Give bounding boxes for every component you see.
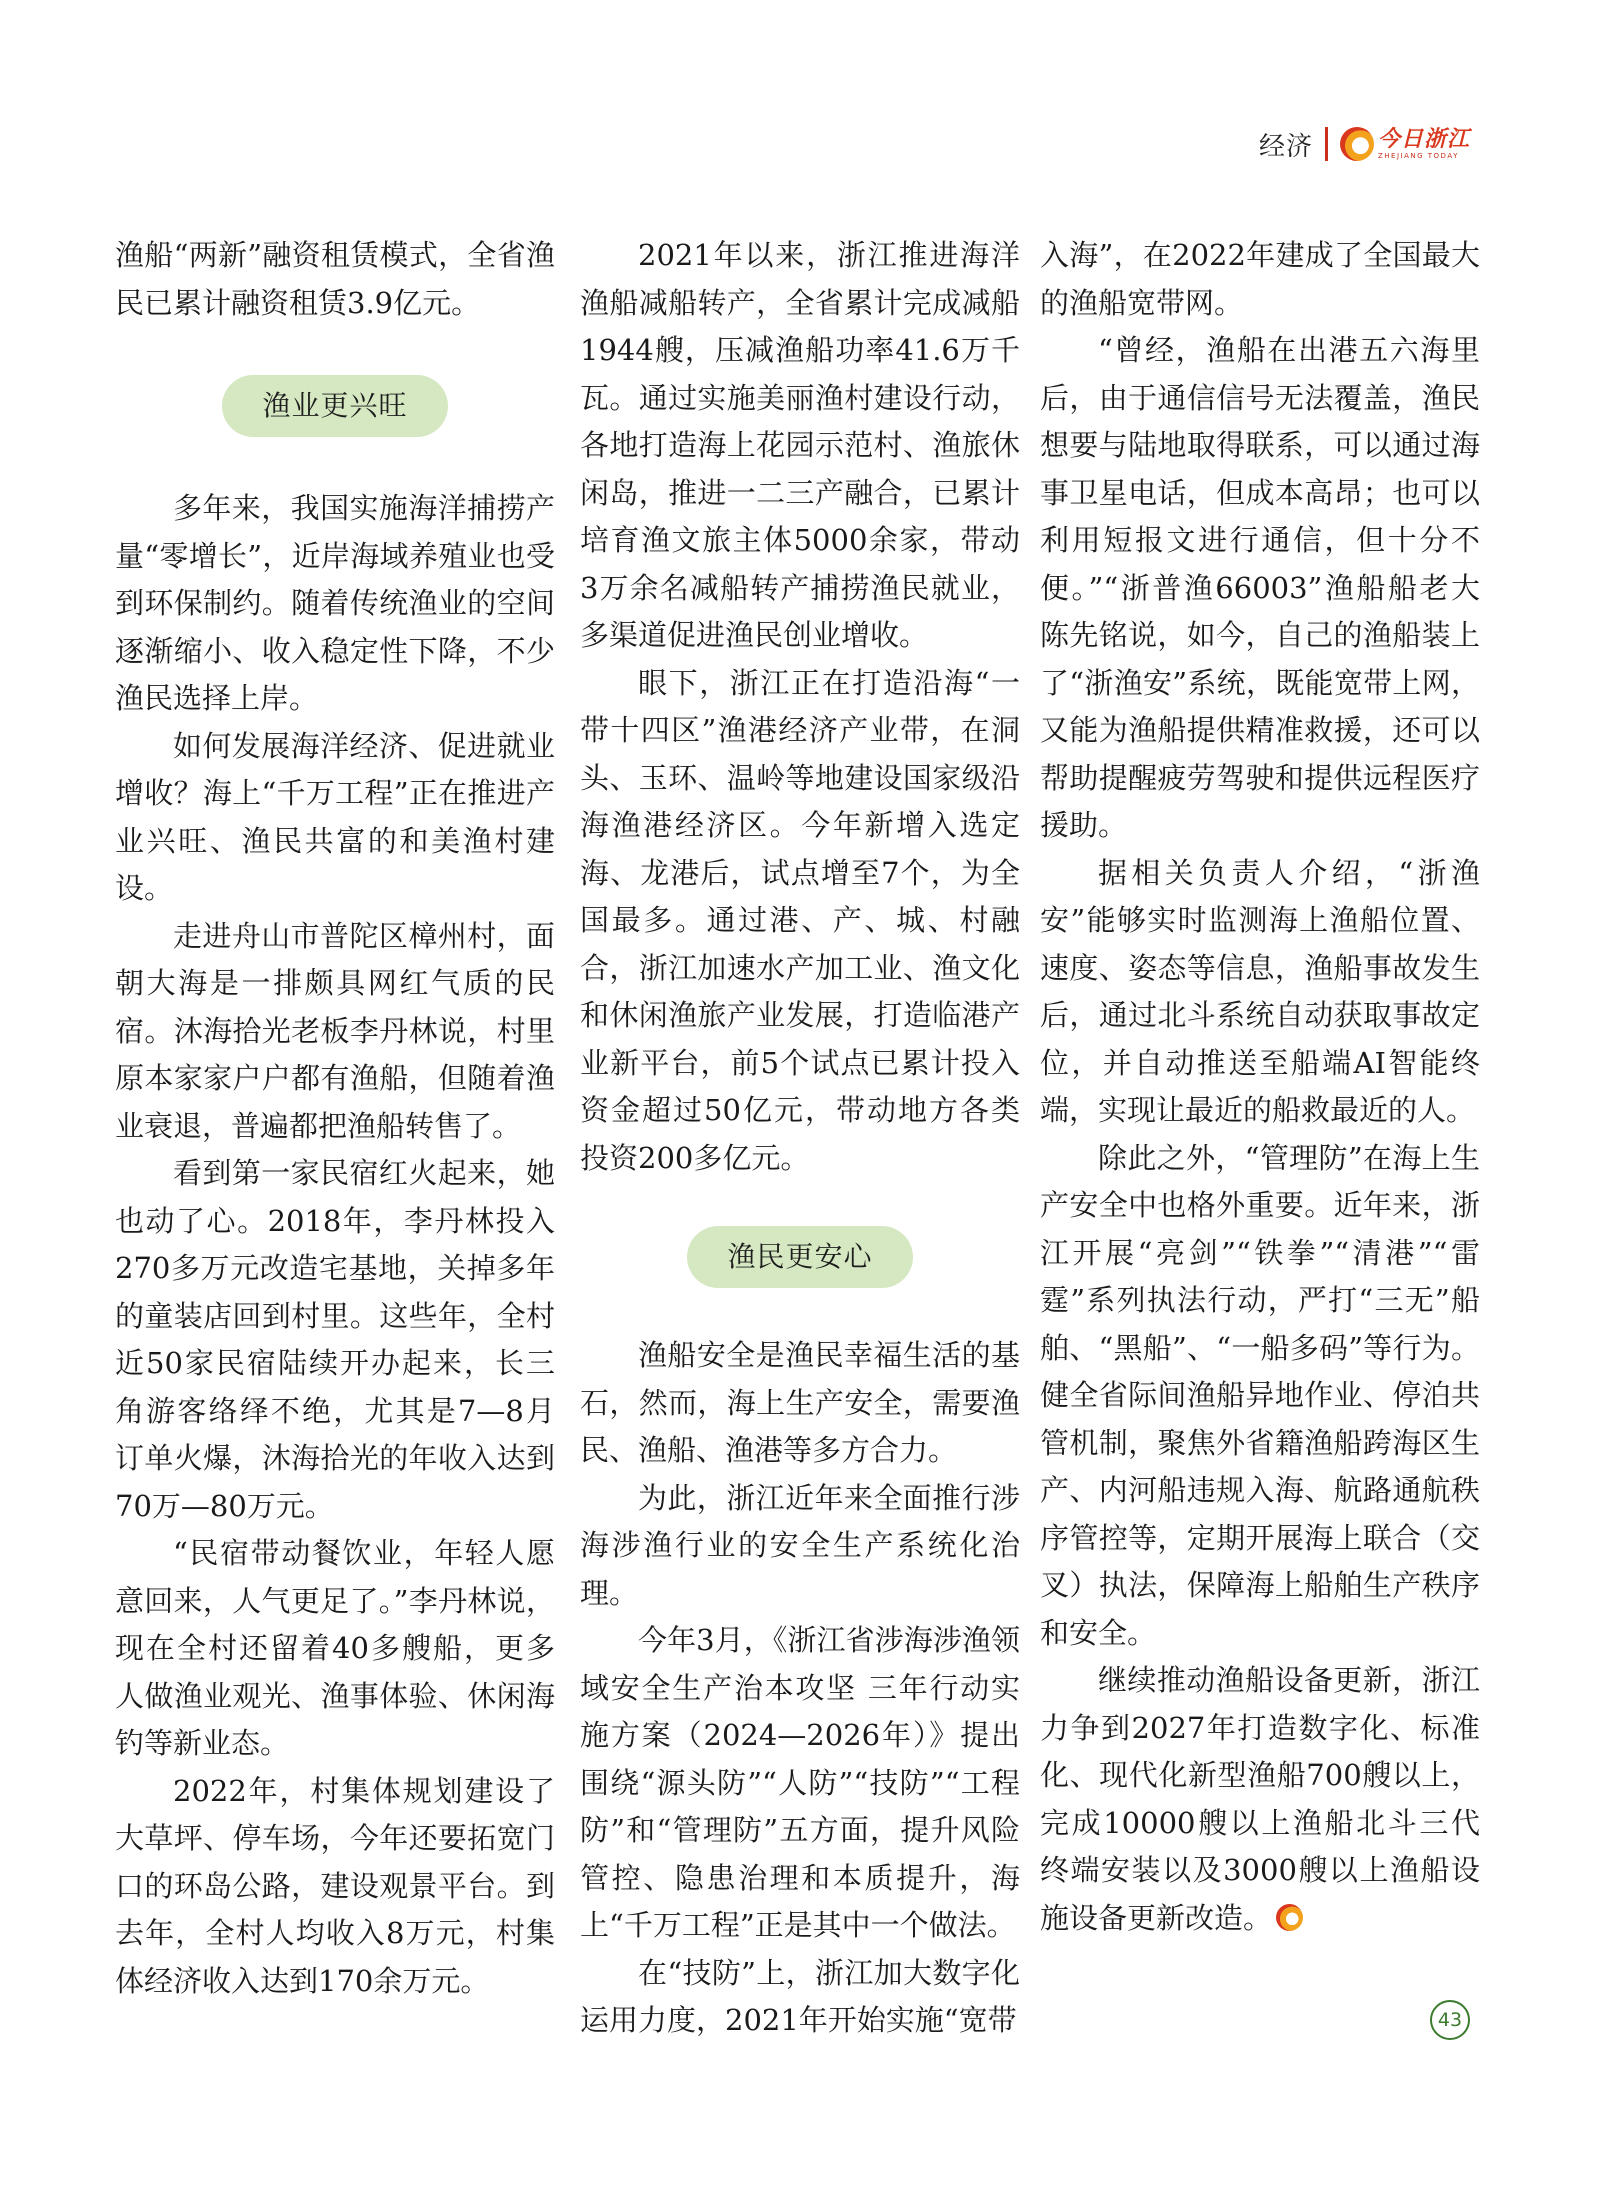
paragraph: 渔船安全是渔民幸福生活的基石，然而，海上生产安全，需要渔民、渔船、渔港等多方合力。 xyxy=(580,1338,1020,1467)
paragraph: 入海”，在2022年建成了全国最大的渔船宽带网。 xyxy=(1040,238,1480,320)
paragraph: 看到第一家民宿红火起来，她也动了心。2018年，李丹林投入270多万元改造宅基地，关掉多年的童装店回到村里。这些年，全村近50家民宿陆续开办起来，长三角游客络绎不绝，尤其是7—8月订单火爆，沐海拾光的年收入达到70万—80万元。 xyxy=(115,1156,555,1523)
paragraph: 除此之外，“管理防”在海上生产安全中也格外重要。近年来，浙江开展“亮剑”“铁拳”“清港”“雷霆”系列执法行动，严打“三无”船舶、“黑船”、“一船多码”等行为。健全省际间渔船异地作业、停泊共管机制，聚焦外省籍渔船跨海区生产、内河船违规入海、航路通航秩序管控等，定期开展海上联合（交叉）执法，保障海上船舶生产秩序和安全。 xyxy=(1040,1140,1480,1650)
paragraph: “民宿带动餐饮业，年轻人愿意回来，人气更足了。”李丹林说，现在全村还留着40多艘船，更多人做渔业观光、渔事体验、休闲海钓等新业态。 xyxy=(115,1536,555,1760)
section-heading: 渔业更兴旺 xyxy=(222,375,447,437)
paragraph-last xyxy=(1040,1657,1480,1942)
header-divider xyxy=(1325,127,1328,161)
paragraph: 今年3月，《浙江省涉海涉渔领域安全生产治本攻坚 三年行动实施方案（2024—2026年）》提出围绕“源头防”“人防”“技防”“工程防”和“管理防”五方面，提升风险管控、隐患治理和本质提升，海上“千万工程”正是其中一个做法。 xyxy=(580,1623,1020,1942)
page-number: 43 xyxy=(1430,2000,1470,2040)
paragraph: 如何发展海洋经济、促进就业增收？海上“千万工程”正在推进产业兴旺、渔民共富的和美渔村建设。 xyxy=(115,728,555,905)
paragraph: 在“技防”上，浙江加大数字化运用力度，2021年开始实施“宽带 xyxy=(580,1955,1020,2037)
logo-name: 今日浙江 xyxy=(1377,126,1470,152)
end-mark-icon xyxy=(1276,1904,1303,1931)
paragraph-text: 继续推动渔船设备更新，浙江力争到2027年打造数字化、标准化、现代化新型渔船700艘以上，完成10000艘以上渔船北斗三代终端安装以及3000艘以上渔船设施设备更新改造。 xyxy=(1040,1663,1480,1935)
section-heading-wrap xyxy=(580,1182,1020,1332)
paragraph: 眼下，浙江正在打造沿海“一带十四区”渔港经济产业带，在洞头、玉环、温岭等地建设国家级沿海渔港经济区。今年新增入选定海、龙港后，试点增至7个，为全国最多。通过港、产、城、村融合，浙江加速水产加工业、渔文化和休闲渔旅产业发展，打造临港产业新平台，前5个试点已累计投入资金超过50亿元，带动地方各类投资200多亿元。 xyxy=(580,665,1020,1175)
paragraph: 多年来，我国实施海洋捕捞产量“零增长”，近岸海域养殖业也受到环保制约。随着传统渔业的空间逐渐缩小、收入稳定性下降，不少渔民选择上岸。 xyxy=(115,491,555,715)
paragraph: “曾经，渔船在出港五六海里后，由于通信信号无法覆盖，渔民想要与陆地取得联系，可以通过海事卫星电话，但成本高昂；也可以利用短报文进行通信，但十分不便。”“浙普渔66003”渔船船老大陈先铭说，如今，自己的渔船装上了“浙渔安”系统，既能宽带上网，又能为渔船提供精准救援，还可以帮助提醒疲劳驾驶和提供远程医疗援助。 xyxy=(1040,333,1480,842)
column-2 xyxy=(580,232,1020,2045)
logo-subtitle: ZHEJIANG TODAY xyxy=(1377,152,1459,160)
paragraph: 为此，浙江近年来全面推行涉海涉渔行业的安全生产系统化治理。 xyxy=(580,1480,1020,1610)
paragraph: 2021年以来，浙江推进海洋渔船减船转产，全省累计完成减船1944艘，压减渔船功率41.6万千瓦。通过实施美丽渔村建设行动，各地打造海上花园示范村、渔旅休闲岛，推进一二三产融合，已累计培育渔文旅主体5000余家，带动3万余名减船转产捕捞渔民就业，多渠道促进渔民创业增收。 xyxy=(580,238,1020,652)
column-1 xyxy=(115,232,555,2005)
paragraph: 渔船“两新”融资租赁模式，全省渔民已累计融资租赁3.9亿元。 xyxy=(115,238,555,320)
section-heading-wrap xyxy=(115,327,555,485)
section-heading: 渔民更安心 xyxy=(687,1226,912,1288)
magazine-logo xyxy=(1340,127,1470,161)
paragraph: 2022年，村集体规划建设了大草坪、停车场，今年还要拓宽门口的环岛公路，建设观景平台。到去年，全村人均收入8万元，村集体经济收入达到170余万元。 xyxy=(115,1773,555,1998)
column-3 xyxy=(1040,232,1480,1942)
logo-swirl-icon xyxy=(1340,127,1374,161)
section-label: 经济 xyxy=(1258,131,1313,162)
page-header xyxy=(1259,120,1470,168)
paragraph: 据相关负责人介绍，“浙渔安”能够实时监测海上渔船位置、速度、姿态等信息，渔船事故发生后，通过北斗系统自动获取事故定位，并自动推送至船端AI智能终端，实现让最近的船救最近的人。 xyxy=(1040,855,1480,1127)
paragraph: 走进舟山市普陀区樟州村，面朝大海是一排颇具网红气质的民宿。沐海拾光老板李丹林说，村里原本家家户户都有渔船，但随着渔业衰退，普遍都把渔船转售了。 xyxy=(115,918,555,1143)
